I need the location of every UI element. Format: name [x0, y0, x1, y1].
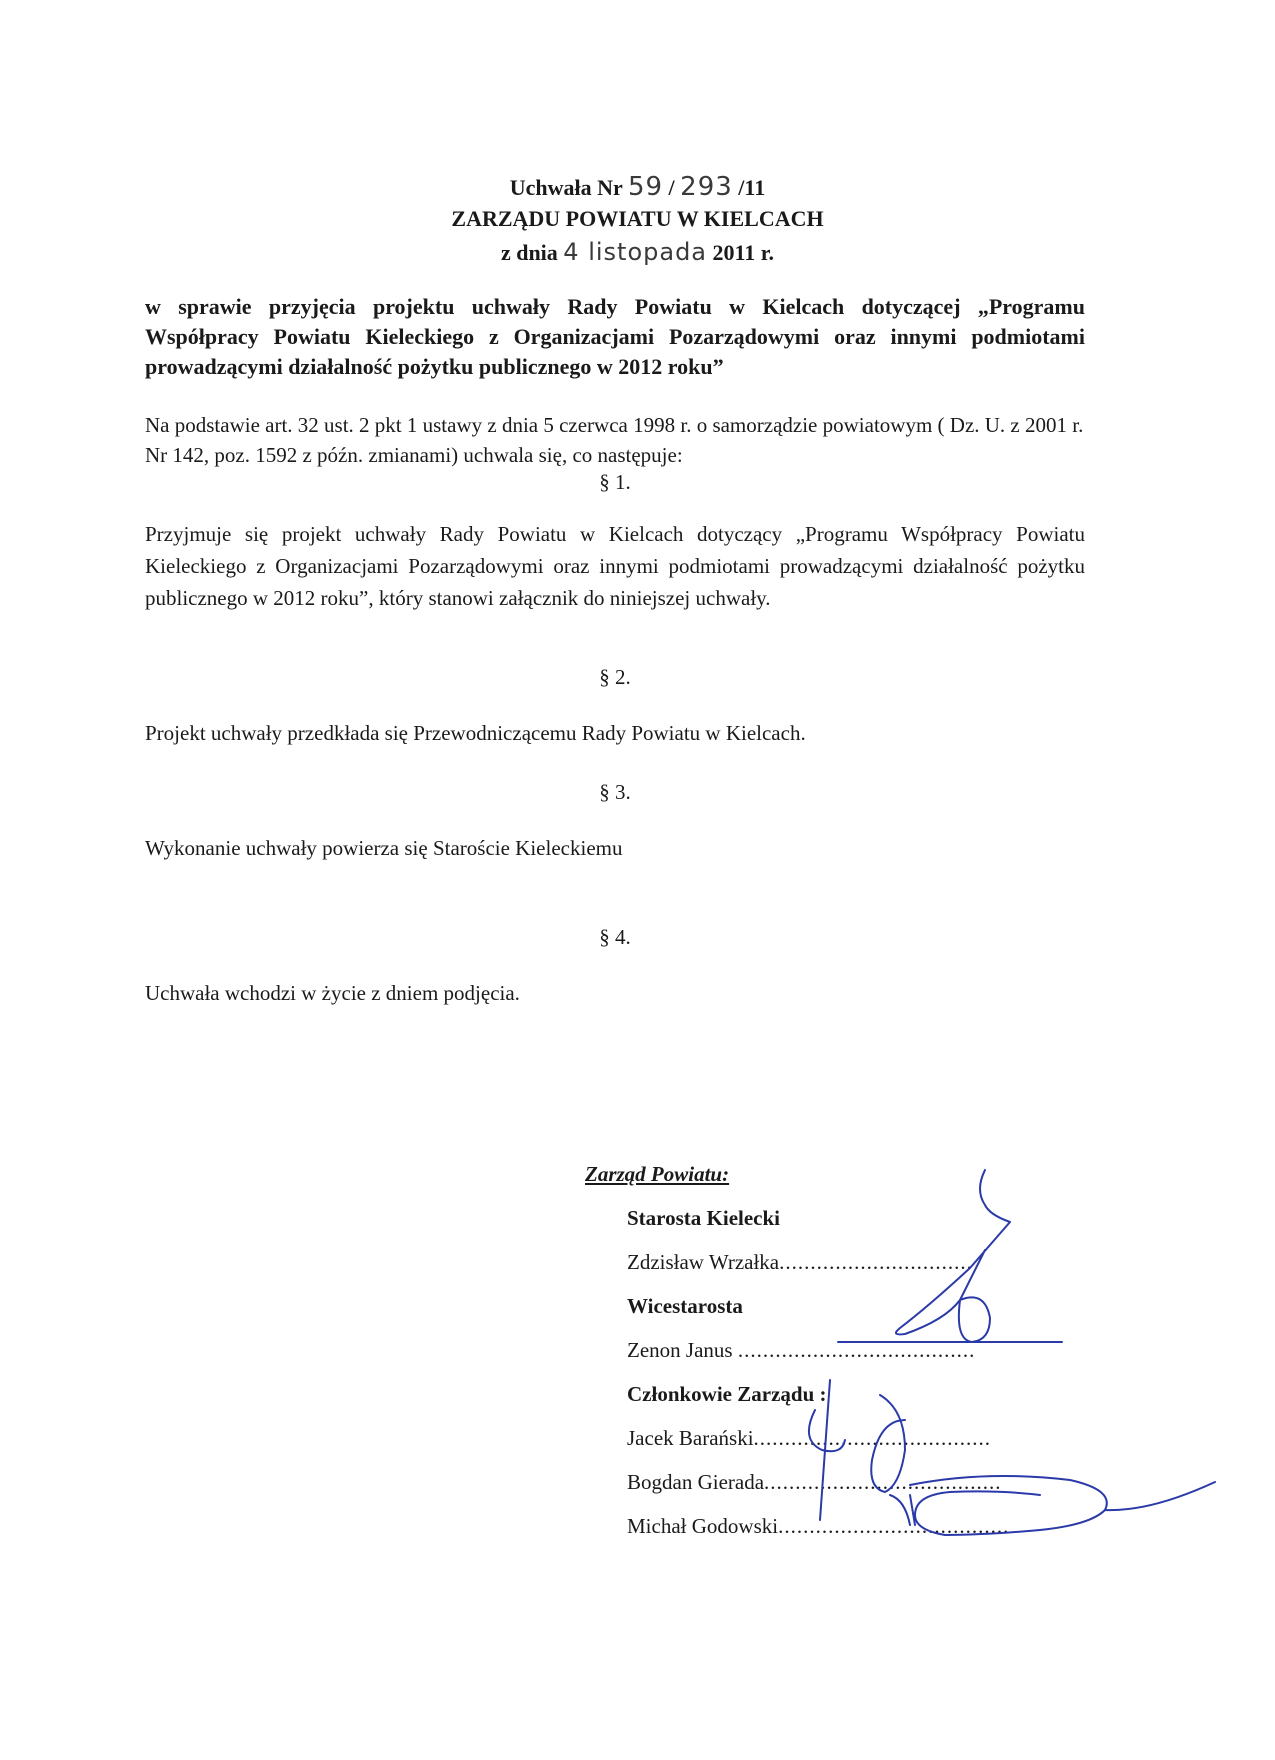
starosta-name: Zdzisław Wrzałka — [627, 1250, 780, 1274]
authority-title: ZARZĄDU POWIATU W KIELCACH — [451, 206, 824, 231]
section-1-mark: § 1. — [599, 470, 631, 494]
starosta-signature-dots: ............................... — [779, 1250, 973, 1274]
handwritten-number-b: 293 — [680, 172, 733, 202]
member-name: Jacek Barański — [627, 1426, 754, 1450]
section-2-mark: § 2. — [599, 665, 631, 689]
handwritten-date: 4 listopada — [563, 238, 708, 266]
resolution-date-line — [0, 238, 1275, 266]
date-prefix: z dnia — [500, 240, 558, 265]
starosta-line — [627, 1250, 973, 1275]
section-3-text: Wykonanie uchwały powierza się Staroście Kieleckiemu — [145, 836, 623, 860]
board-title: Zarząd Powiatu: — [585, 1162, 730, 1186]
vice-line — [627, 1338, 975, 1363]
section-2-text: Projekt uchwały przedkłada się Przewodniczącemu Rady Powiatu w Kielcach. — [145, 721, 806, 745]
resolution-subject: w sprawie przyjęcia projektu uchwały Rady Powiatu w Kielcach dotyczącej „Programu Współpracy Powiatu Kieleckiego z Organizacjami Pozarządowymi oraz innymi podmiotami prowadzącymi działalność pożytku publicznego w 2012 roku” — [145, 294, 1085, 379]
date-year: 2011 r. — [712, 240, 775, 265]
member-signature-dots: ...................................... — [764, 1470, 1002, 1494]
members-label: Członkowie Zarządu : — [627, 1382, 827, 1406]
vice-label: Wicestarosta — [627, 1294, 743, 1318]
member-signature-dots: ...................................... — [753, 1426, 992, 1450]
starosta-label: Starosta Kielecki — [627, 1206, 781, 1230]
legal-basis: Na podstawie art. 32 ust. 2 pkt 1 ustawy z dnia 5 czerwca 1998 r. o samorządzie powiatowym ( Dz. U. z 2001 r. Nr 142, poz. 1592 z późn. zmianami) uchwala się, co następuje: — [145, 413, 1084, 467]
vice-name: Zenon Janus — [627, 1338, 733, 1362]
resolution-prefix: Uchwała Nr — [509, 175, 623, 200]
number-separator: / — [668, 175, 675, 200]
section-4-text: Uchwała wchodzi w życie z dniem podjęcia. — [145, 981, 520, 1005]
resolution-number-line — [0, 172, 1275, 202]
section-1-text: Przyjmuje się projekt uchwały Rady Powiatu w Kielcach dotyczący „Programu Współpracy Powiatu Kieleckiego z Organizacjami Pozarządowymi oraz innymi podmiotami prowadzącymi działalność pożytku publicznego w 2012 roku”, który stanowi załącznik do niniejszej uchwały. — [145, 522, 1085, 610]
member-signature-dots: ..................................... — [778, 1514, 1010, 1538]
number-suffix: /11 — [738, 175, 766, 200]
member-name: Michał Godowski — [627, 1514, 779, 1538]
member-name: Bogdan Gierada — [627, 1470, 765, 1494]
section-3-mark: § 3. — [599, 780, 631, 804]
section-4-mark: § 4. — [599, 925, 631, 949]
member-line — [627, 1470, 1002, 1495]
member-line — [627, 1426, 991, 1451]
vice-signature-dots: ...................................... — [737, 1338, 976, 1362]
member-line — [627, 1514, 1009, 1539]
handwritten-number-a: 59 — [627, 172, 664, 202]
